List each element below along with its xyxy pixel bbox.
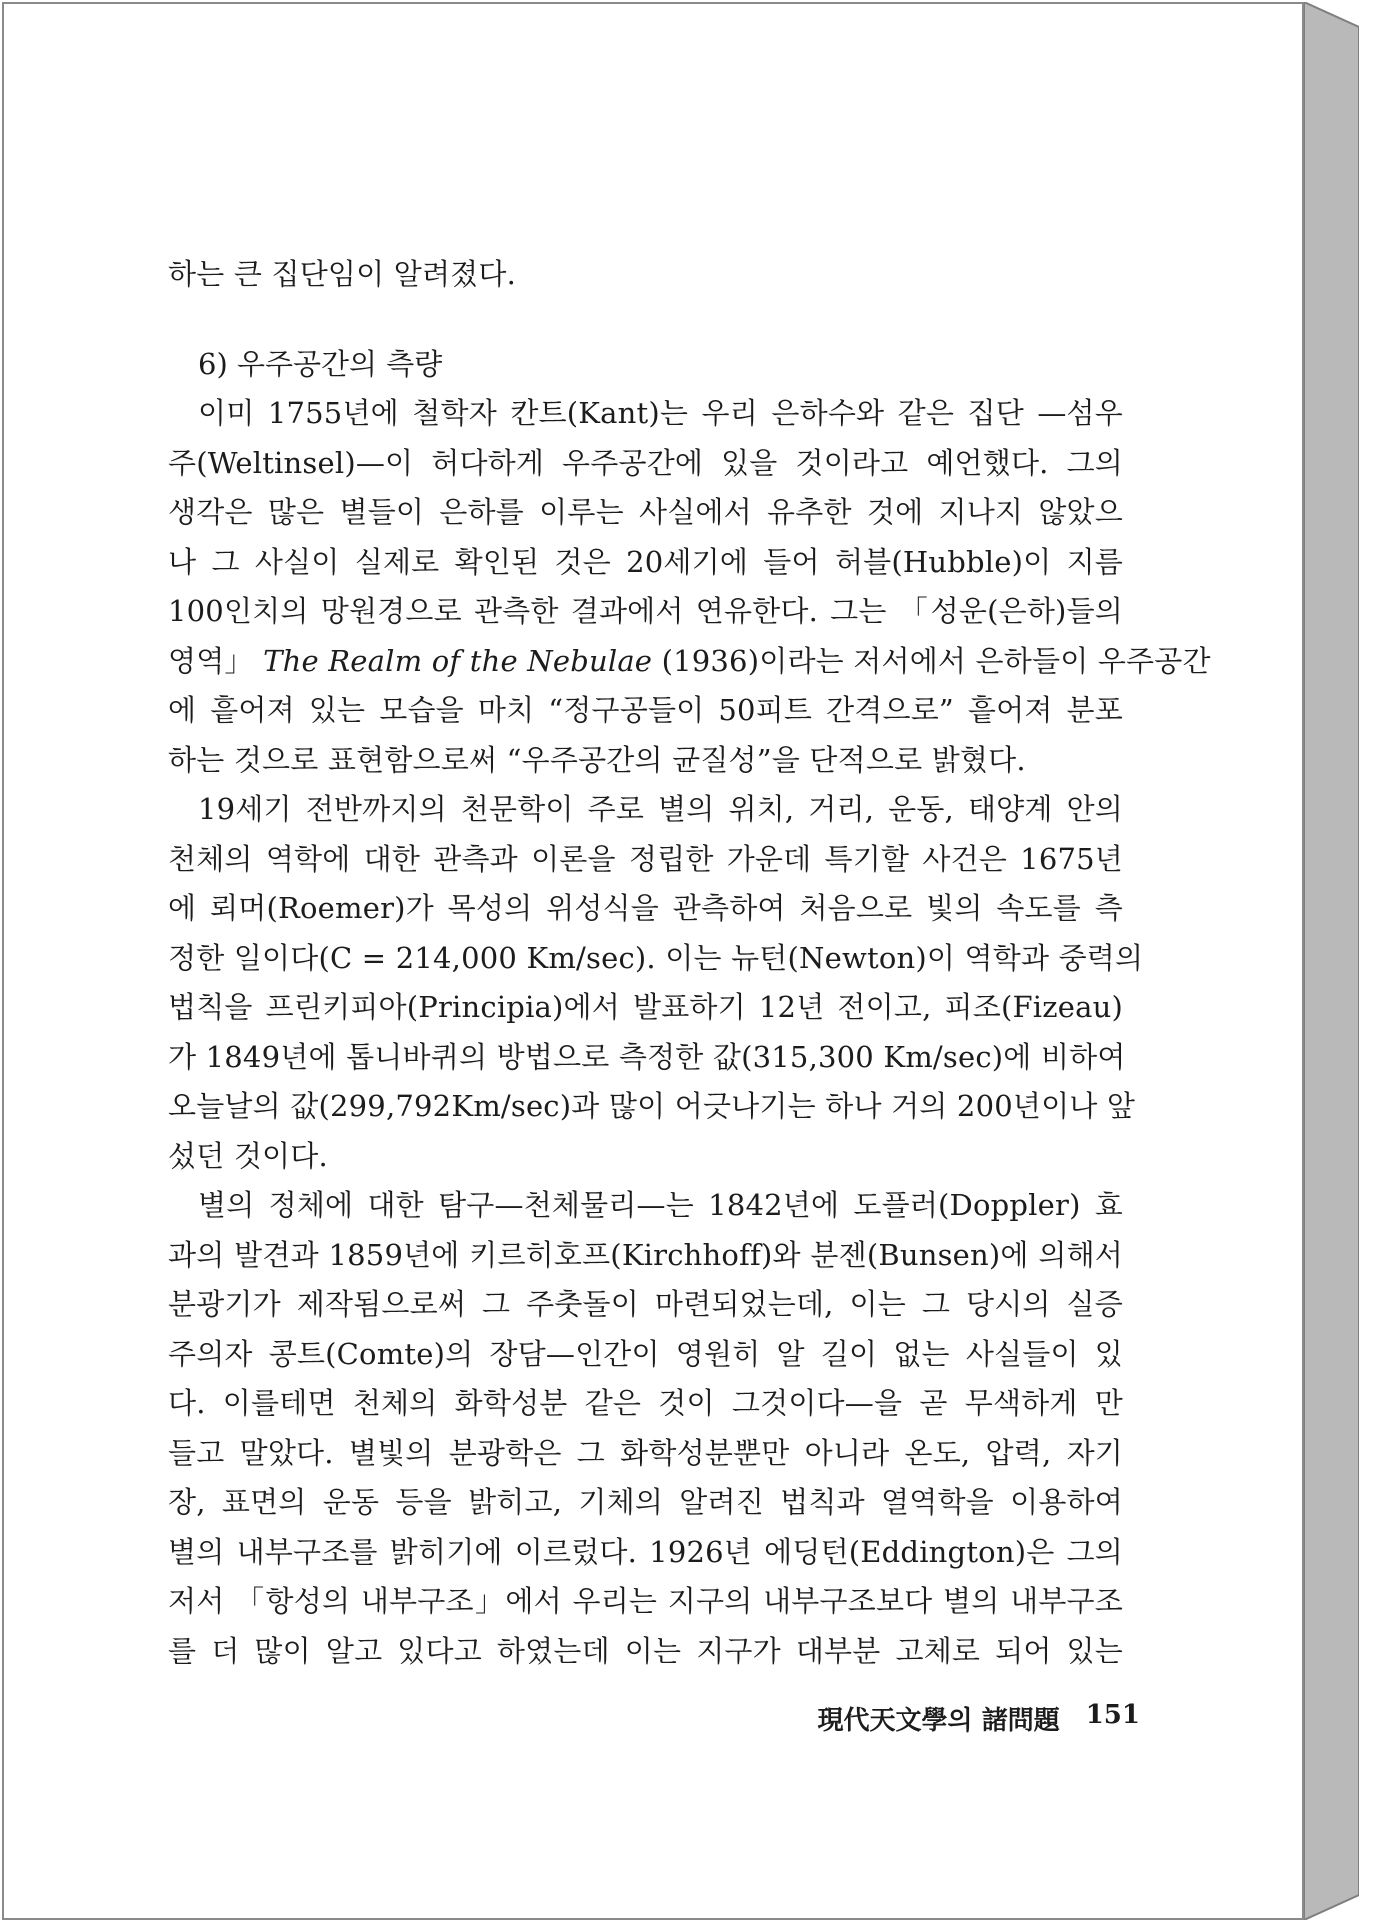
text-line: 19세기 전반까지의 천문학이 주로 별의 위치, 거리, 운동, 태양계 안의 — [198, 792, 1123, 826]
text-fragment: (1936)이라는 저서에서 은하들이 우주공간 — [661, 643, 1211, 678]
running-title: 現代天文學의 諸問題 — [817, 1706, 1060, 1736]
text-line: 에 뢰머(Roemer)가 목성의 위성식을 관측하여 처음으로 빛의 속도를 측 — [168, 891, 1123, 925]
text-line: 다. 이를테면 천체의 화학성분 같은 것이 그것이다—을 곧 무색하게 만 — [168, 1386, 1123, 1420]
text-line: 생각은 많은 별들이 은하를 이루는 사실에서 유추한 것에 지나지 않았으 — [168, 495, 1123, 529]
section-heading: 6) 우주공간의 측량 — [198, 346, 443, 381]
text-line: 하는 것으로 표현함으로써 “우주공간의 균질성”을 단적으로 밝혔다. — [168, 742, 1026, 777]
text-line: 하는 큰 집단임이 알려졌다. — [168, 257, 517, 291]
text-line: 법칙을 프린키피아(Principia)에서 발표하기 12년 전이고, 피조(Fizeau) — [168, 990, 1123, 1024]
text-fragment: 영역」 — [168, 643, 254, 678]
text-line: 를 더 많이 알고 있다고 하였는데 이는 지구가 대부분 고체로 되어 있는 — [168, 1633, 1123, 1668]
book-title-italic: The Realm of the Nebulae — [263, 643, 653, 678]
page-footer — [760, 1700, 1140, 1737]
text-line: 가 1849년에 톱니바퀴의 방법으로 측정한 값(315,300 Km/sec)에 비하여 — [168, 1039, 1126, 1074]
text-line: 섰던 것이다. — [168, 1138, 328, 1173]
text-line: 천체의 역학에 대한 관측과 이론을 정립한 가운데 특기할 사건은 1675년 — [168, 841, 1123, 876]
text-line: 주(Weltinsel)—이 허다하게 우주공간에 있을 것이라고 예언했다. 그의 — [168, 445, 1123, 480]
paragraph-gap — [168, 300, 1123, 340]
text-line: 장, 표면의 운동 등을 밝히고, 기체의 알려진 법칙과 열역학을 이용하여 — [168, 1485, 1123, 1519]
page-body — [168, 250, 1211, 1676]
text-line: 이미 1755년에 철학자 칸트(Kant)는 우리 은하수와 같은 집단 —섬우 — [198, 396, 1123, 430]
text-line: 들고 말았다. 별빛의 분광학은 그 화학성분뿐만 아니라 온도, 압력, 자기 — [168, 1435, 1123, 1470]
text-line: 나 그 사실이 실제로 확인된 것은 20세기에 들어 허블(Hubble)이 지름 — [168, 544, 1123, 579]
page-edge — [1304, 2, 1359, 1920]
text-line: 별의 정체에 대한 탐구—천체물리—는 1842년에 도플러(Doppler) 효 — [198, 1188, 1123, 1222]
text-line: 에 흩어져 있는 모습을 마치 “정구공들이 50피트 간격으로” 흩어져 분포 — [168, 693, 1123, 727]
text-line: 주의자 콩트(Comte)의 장담—인간이 영원히 알 길이 없는 사실들이 있 — [168, 1336, 1123, 1371]
text-line: 과의 발견과 1859년에 키르히호프(Kirchhoff)와 분젠(Bunsen)에 의해서 — [168, 1237, 1123, 1272]
text-line: 정한 일이다(C = 214,000 Km/sec). 이는 뉴턴(Newton)이 역학과 중력의 — [168, 940, 1144, 975]
text-line: 별의 내부구조를 밝히기에 이르렀다. 1926년 에딩턴(Eddington)은 그의 — [168, 1534, 1123, 1569]
text-line: 분광기가 제작됨으로써 그 주춧돌이 마련되었는데, 이는 그 당시의 실증 — [168, 1287, 1123, 1321]
text-line: 100인치의 망원경으로 관측한 결과에서 연유한다. 그는 「성운(은하)들의 — [168, 594, 1123, 628]
text-line: 저서 「항성의 내부구조」에서 우리는 지구의 내부구조보다 별의 내부구조 — [168, 1584, 1123, 1618]
text-line: 오늘날의 값(299,792Km/sec)과 많이 어긋나기는 하나 거의 200년이나 앞 — [168, 1089, 1136, 1123]
page-number: 151 — [1085, 1700, 1140, 1730]
text-line-with-book-title — [168, 637, 1211, 687]
